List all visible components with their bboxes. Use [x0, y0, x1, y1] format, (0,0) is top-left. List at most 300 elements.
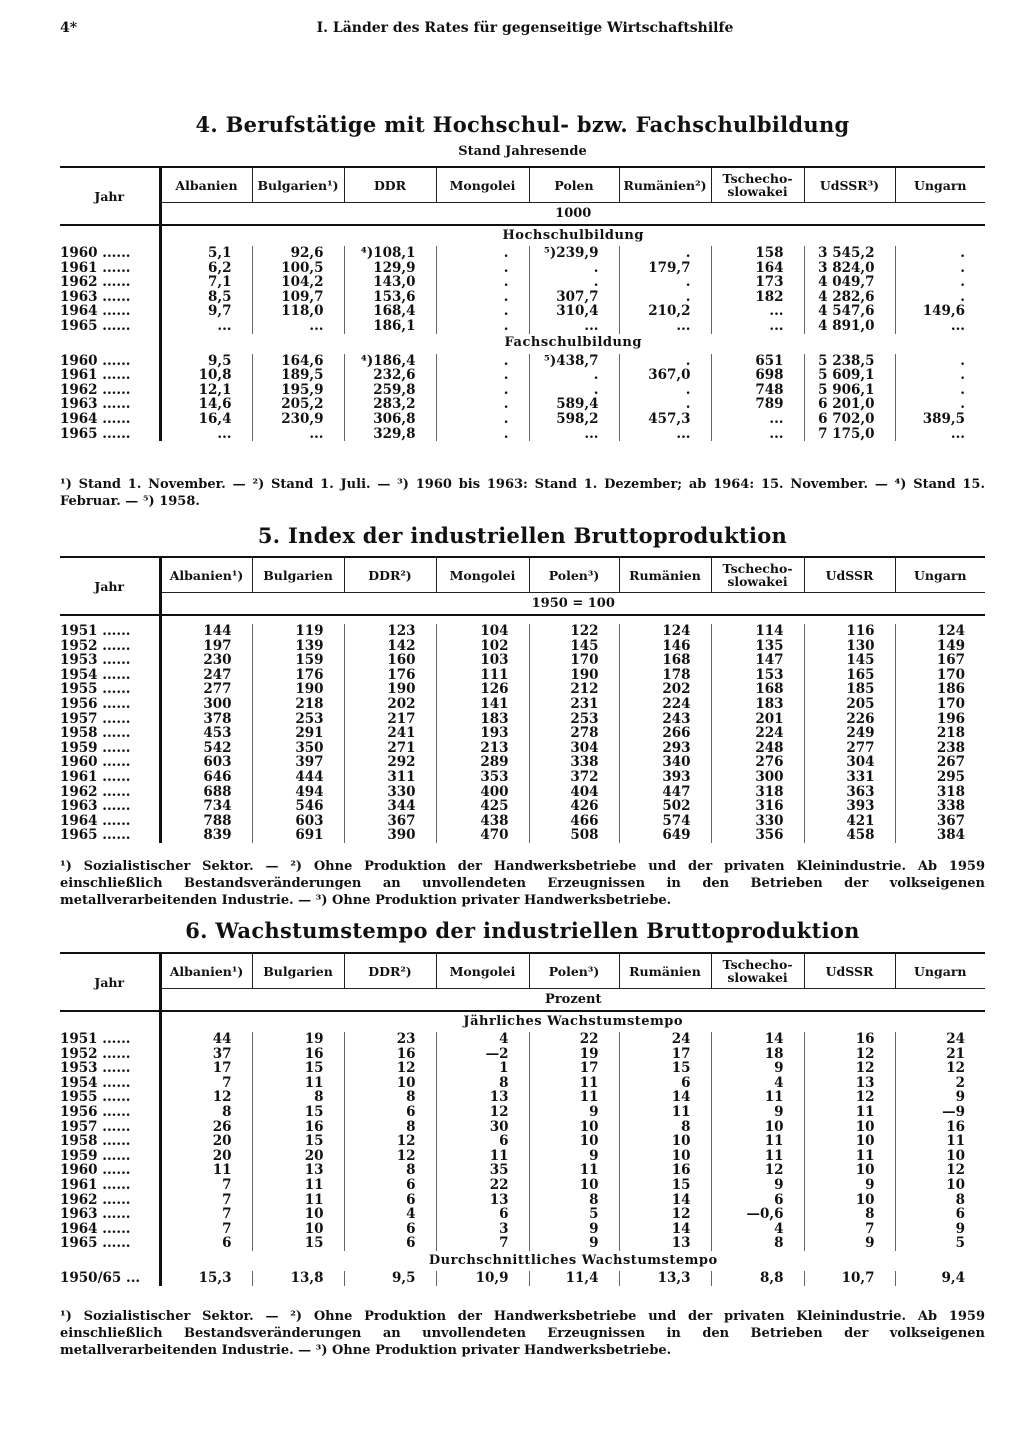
table-cell: 12	[804, 1061, 895, 1076]
table-cell: 331	[804, 770, 895, 785]
table-cell: 7	[436, 1236, 529, 1251]
table-cell: 168	[619, 653, 711, 668]
table-cell: 13	[436, 1193, 529, 1208]
col-rumaenien: Rumänien	[619, 557, 711, 593]
section-band	[60, 225, 985, 246]
table-cell: 12	[804, 1090, 895, 1105]
table-row	[60, 799, 985, 814]
table-cell: .	[895, 354, 985, 369]
table-cell: .	[436, 246, 529, 261]
row-year: 1960 ......	[60, 755, 160, 770]
table-cell: 5	[529, 1207, 619, 1222]
table-cell: 598,2	[529, 412, 619, 427]
table-cell: 15	[252, 1105, 344, 1120]
table-cell: 8,8	[711, 1271, 804, 1286]
table-cell: 458	[804, 828, 895, 843]
table-row	[60, 726, 985, 741]
table-cell: .	[895, 261, 985, 276]
table-cell: 9,4	[895, 1271, 985, 1286]
table-cell: 243	[619, 712, 711, 727]
row-year: 1958 ......	[60, 1134, 160, 1149]
table-cell: 17	[212, 1060, 232, 1077]
table-cell: 367,0	[619, 368, 711, 383]
table-row	[60, 275, 985, 290]
table-cell: 9	[895, 1222, 985, 1237]
table-cell: .	[529, 383, 619, 398]
table5-title: 5. Index der industriellen Bruttoproduktion	[257, 523, 788, 548]
table-cell: 10,7	[804, 1271, 895, 1286]
table-cell: 839	[203, 827, 232, 844]
table-cell: .	[436, 368, 529, 383]
table-cell: 16	[344, 1047, 436, 1062]
table-cell: 13,8	[252, 1271, 344, 1286]
table-cell: 201	[711, 712, 804, 727]
table-cell: 20	[252, 1149, 344, 1164]
table-row	[60, 383, 985, 398]
table-cell: 14	[619, 1090, 711, 1105]
table-cell: 130	[804, 639, 895, 654]
row-year: 1959 ......	[60, 1149, 160, 1164]
table-cell: 13	[804, 1076, 895, 1091]
table-cell: .	[436, 354, 529, 369]
row-year: 1962 ......	[60, 785, 160, 800]
table-cell: 338	[895, 799, 985, 814]
row-year: 1960 ......	[60, 1163, 160, 1178]
table-cell: 278	[529, 726, 619, 741]
band-spacer	[60, 225, 160, 246]
table-cell: .	[436, 304, 529, 319]
table-cell: 15	[619, 1061, 711, 1076]
table-cell: 11	[252, 1178, 344, 1193]
table-cell: 205	[804, 697, 895, 712]
table4-subtitle: Stand Jahresende	[458, 144, 587, 159]
table-cell: ...	[252, 319, 344, 334]
table-cell: 21	[895, 1047, 985, 1062]
band-spacer	[60, 334, 160, 354]
table-cell: 230,9	[252, 412, 344, 427]
table-cell: 146	[619, 639, 711, 654]
section-band	[60, 1251, 985, 1271]
table-cell: 9	[804, 1236, 895, 1251]
table-cell: 8	[436, 1076, 529, 1091]
table-cell: .	[436, 383, 529, 398]
table-cell: 389,5	[895, 412, 985, 427]
table-cell: 466	[529, 814, 619, 829]
table-cell: 8	[529, 1193, 619, 1208]
table-cell: ⁵)438,7	[529, 354, 619, 369]
table-cell: 26	[212, 1118, 232, 1135]
table-cell: 5 906,1	[804, 383, 895, 398]
table-cell: 153	[711, 668, 804, 683]
table-cell: 15	[252, 1134, 344, 1149]
table-cell: 384	[895, 828, 985, 843]
row-year: 1956 ......	[60, 1105, 160, 1120]
table-cell: 44	[212, 1031, 232, 1047]
table-cell: 8	[344, 1090, 436, 1105]
col-bulgarien: Bulgarien¹)	[252, 167, 344, 203]
table-cell: 10	[804, 1120, 895, 1135]
table-cell: 10	[252, 1222, 344, 1237]
col-polen: Polen³)	[529, 953, 619, 989]
table-cell: 266	[619, 726, 711, 741]
table-cell: 546	[252, 799, 344, 814]
table-row	[60, 246, 985, 261]
table-cell: 372	[529, 770, 619, 785]
row-year: 1963 ......	[60, 1207, 160, 1222]
table-cell: —0,6	[711, 1207, 804, 1222]
table-cell: 438	[436, 814, 529, 829]
table-cell: 9	[711, 1061, 804, 1076]
table-cell: 92,6	[252, 246, 344, 261]
table-row	[60, 1134, 985, 1149]
table-row	[60, 1207, 985, 1222]
row-year: 1964 ......	[60, 304, 160, 319]
table-cell: 310,4	[529, 304, 619, 319]
table-cell: 4 547,6	[804, 304, 895, 319]
table-cell: 186,1	[344, 319, 436, 334]
table-cell: 164,6	[252, 354, 344, 369]
table-cell: 16	[804, 1032, 895, 1047]
table-cell: .	[529, 368, 619, 383]
table-cell: 9	[711, 1178, 804, 1193]
band-label: Hochschulbildung	[502, 227, 644, 243]
table-cell: 11	[529, 1076, 619, 1091]
table-cell: 202	[619, 682, 711, 697]
table-cell: 218	[252, 697, 344, 712]
table-cell: 143,0	[344, 275, 436, 290]
col-rumaenien: Rumänien²)	[619, 167, 711, 203]
col-mongolei: Mongolei	[436, 557, 529, 593]
table-cell: 145	[804, 653, 895, 668]
table-cell: 24	[619, 1032, 711, 1047]
table-cell: 189,5	[252, 368, 344, 383]
row-year: 1961 ......	[60, 1178, 160, 1193]
table-cell: ...	[895, 427, 985, 442]
table-cell: 542	[203, 739, 232, 756]
table-cell: 6	[344, 1222, 436, 1237]
table-cell: 22	[529, 1032, 619, 1047]
table-cell: 190	[344, 682, 436, 697]
table-cell: 170	[529, 653, 619, 668]
table-row	[60, 1193, 985, 1208]
row-year: 1964 ......	[60, 814, 160, 829]
table-cell: ...	[217, 317, 232, 334]
table-row	[60, 1163, 985, 1178]
row-year: 1953 ......	[60, 653, 160, 668]
section-band	[60, 1011, 985, 1032]
table-cell: 176	[252, 668, 344, 683]
table-cell: 7 175,0	[804, 427, 895, 442]
table5-unit: 1950 = 100	[160, 593, 985, 616]
table-cell: .	[895, 290, 985, 305]
table-cell: 165	[804, 668, 895, 683]
table-cell: 30	[436, 1120, 529, 1135]
row-year: 1953 ......	[60, 1061, 160, 1076]
table-cell: 10	[711, 1120, 804, 1135]
table-cell: 20	[212, 1133, 232, 1150]
table-cell: 316	[711, 799, 804, 814]
table-cell: 400	[436, 785, 529, 800]
table-cell: 10,9	[436, 1271, 529, 1286]
table-cell: 142	[344, 639, 436, 654]
col-jahr: Jahr	[60, 953, 160, 1011]
row-year: 1965 ......	[60, 427, 160, 442]
table-cell: 502	[619, 799, 711, 814]
row-year: 1951 ......	[60, 1032, 160, 1047]
row-year: 1954 ......	[60, 1076, 160, 1091]
table-cell: 748	[711, 383, 804, 398]
table-cell: 249	[804, 726, 895, 741]
table-cell: 10	[895, 1149, 985, 1164]
table-cell: 12	[619, 1207, 711, 1222]
table-row	[60, 412, 985, 427]
table-cell: 574	[619, 814, 711, 829]
table-cell: 10	[804, 1193, 895, 1208]
table-cell: 7	[222, 1191, 232, 1208]
table-cell: 11	[436, 1149, 529, 1164]
table-cell: 293	[619, 741, 711, 756]
table-row	[60, 770, 985, 785]
table-cell: 4 282,6	[804, 290, 895, 305]
table-cell: 447	[619, 785, 711, 800]
table-cell: 12	[344, 1134, 436, 1149]
table-cell: 37	[212, 1045, 232, 1062]
running-header	[60, 20, 990, 42]
col-jahr: Jahr	[60, 557, 160, 615]
table-row	[60, 1061, 985, 1076]
table-cell: 426	[529, 799, 619, 814]
table-cell: 19	[529, 1047, 619, 1062]
table-cell: 4	[344, 1207, 436, 1222]
table-cell: 649	[619, 828, 711, 843]
page-number: 4*	[60, 20, 78, 36]
table-cell: 124	[619, 624, 711, 639]
table-cell: 18	[711, 1047, 804, 1062]
table-cell: 10	[252, 1207, 344, 1222]
table-cell: 205,2	[252, 397, 344, 412]
table-cell: ...	[711, 427, 804, 442]
table-row	[60, 290, 985, 305]
col-polen: Polen	[529, 167, 619, 203]
row-year: 1957 ......	[60, 712, 160, 727]
table-cell: 135	[711, 639, 804, 654]
table-cell: ⁵)239,9	[529, 246, 619, 261]
table-cell: 13	[436, 1090, 529, 1105]
table-cell: 12	[895, 1163, 985, 1178]
table-cell: 5	[895, 1236, 985, 1251]
table-cell: 404	[529, 785, 619, 800]
table-cell: 11	[252, 1193, 344, 1208]
table-cell: 170	[895, 668, 985, 683]
table-row	[60, 1271, 985, 1286]
col-ddr: DDR	[344, 167, 436, 203]
table-row	[60, 668, 985, 683]
table-cell: 168	[711, 682, 804, 697]
table-cell: .	[436, 412, 529, 427]
table-cell: 230	[203, 652, 232, 669]
table-cell: 283,2	[344, 397, 436, 412]
table-cell: 9	[711, 1105, 804, 1120]
col-tschechoslowakei: Tschecho-slowakei	[711, 953, 804, 989]
table-cell: 12	[804, 1047, 895, 1062]
row-year: 1962 ......	[60, 275, 160, 290]
table-cell: 276	[711, 755, 804, 770]
table-cell: 232,6	[344, 368, 436, 383]
table-cell: 11	[711, 1149, 804, 1164]
col-bulgarien: Bulgarien	[252, 953, 344, 989]
table-cell: 5,1	[208, 245, 232, 261]
table-cell: 7	[222, 1220, 232, 1237]
table-cell: 126	[436, 682, 529, 697]
table-row	[60, 653, 985, 668]
table-row	[60, 624, 985, 639]
table6-footnote: ¹) Sozialistischer Sektor. — ²) Ohne Produktion der Handwerksbetriebe und der privaten Kleinindustrie. Ab 1959 einschließlich Bestandsveränderungen an unvollendeten Erzeugnissen in den Betrieben der volkseigenen metallverarbeitenden Industrie. — ³) Ohne Produktion privater Handwerksbetriebe.	[60, 1309, 985, 1358]
table-cell: .	[436, 397, 529, 412]
table-cell: 9	[529, 1236, 619, 1251]
table-cell: 14	[619, 1193, 711, 1208]
table-cell: 10	[895, 1178, 985, 1193]
table-cell: 8	[895, 1193, 985, 1208]
table-cell: 19	[252, 1032, 344, 1047]
table-cell: 397	[252, 755, 344, 770]
table-cell: 109,7	[252, 290, 344, 305]
table-cell: 508	[529, 828, 619, 843]
table6-title: 6. Wachstumstempo der industriellen Bruttoproduktion	[185, 918, 860, 943]
table-cell: 14	[711, 1032, 804, 1047]
table-cell: 9	[529, 1105, 619, 1120]
col-ungarn: Ungarn	[895, 953, 985, 989]
col-udssr: UdSSR	[804, 953, 895, 989]
col-albanien: Albanien	[175, 177, 238, 193]
table-cell: 6	[344, 1236, 436, 1251]
row-year: 1961 ......	[60, 770, 160, 785]
table-cell: 190	[252, 682, 344, 697]
table-cell: 141	[436, 697, 529, 712]
table-cell: 16	[619, 1163, 711, 1178]
table-cell: 202	[344, 697, 436, 712]
table-cell: 4 049,7	[804, 275, 895, 290]
table-cell: 304	[804, 755, 895, 770]
table-cell: 6	[222, 1235, 232, 1252]
table-cell: 338	[529, 755, 619, 770]
table-cell: 589,4	[529, 397, 619, 412]
table-cell: 35	[436, 1163, 529, 1178]
table-cell: 11	[619, 1105, 711, 1120]
table-cell: 193	[436, 726, 529, 741]
row-year: 1965 ......	[60, 828, 160, 843]
table-cell: 13,3	[619, 1271, 711, 1286]
band-label: Durchschnittliches Wachstumstempo	[428, 1252, 718, 1268]
table-cell: 295	[895, 770, 985, 785]
table-cell: .	[619, 290, 711, 305]
table-cell: 603	[203, 754, 232, 771]
row-year: 1960 ......	[60, 246, 160, 261]
table-cell: 145	[529, 639, 619, 654]
table-cell: 241	[344, 726, 436, 741]
table-cell: .	[436, 261, 529, 276]
table-cell: 12	[344, 1149, 436, 1164]
table-cell: 167	[895, 653, 985, 668]
table-cell: 603	[252, 814, 344, 829]
row-year: 1958 ......	[60, 726, 160, 741]
table-cell: ⁴)186,4	[344, 354, 436, 369]
table-cell: 4	[711, 1076, 804, 1091]
table-cell: 104	[436, 624, 529, 639]
table-cell: 646	[203, 768, 232, 785]
table-cell: 10	[804, 1134, 895, 1149]
table-cell: 5 238,5	[804, 354, 895, 369]
table-cell: 170	[895, 697, 985, 712]
table-cell: 344	[344, 799, 436, 814]
table-cell: 307,7	[529, 290, 619, 305]
table-cell: 10,8	[198, 367, 232, 384]
table-cell: 7	[804, 1222, 895, 1237]
table-cell: 378	[203, 710, 232, 727]
table-cell: .	[619, 383, 711, 398]
table-row	[60, 304, 985, 319]
table-cell: 292	[344, 755, 436, 770]
table-cell: 8	[222, 1103, 232, 1120]
table-row	[60, 397, 985, 412]
row-year: 1961 ......	[60, 368, 160, 383]
table-cell: 13	[619, 1236, 711, 1251]
table-cell: 102	[436, 639, 529, 654]
table-cell: 356	[711, 828, 804, 843]
table-cell: 390	[344, 828, 436, 843]
table-cell: ⁴)108,1	[344, 246, 436, 261]
table-cell: 16,4	[198, 410, 232, 427]
table-cell: ...	[711, 319, 804, 334]
table-cell: 350	[252, 741, 344, 756]
table-cell: ...	[619, 319, 711, 334]
table-cell: 16	[252, 1047, 344, 1062]
table-cell: 238	[895, 741, 985, 756]
table-row	[60, 814, 985, 829]
table-cell: 2	[895, 1076, 985, 1091]
table-cell: 218	[895, 726, 985, 741]
table-cell: 304	[529, 741, 619, 756]
table-cell: 494	[252, 785, 344, 800]
table-row	[60, 697, 985, 712]
table-row	[60, 1120, 985, 1135]
col-tschechoslowakei: Tschecho-slowakei	[711, 557, 804, 593]
table-cell: 213	[436, 741, 529, 756]
table-cell: 3	[436, 1222, 529, 1237]
table-cell: 289	[436, 755, 529, 770]
table4	[60, 166, 985, 441]
table-cell: 149,6	[895, 304, 985, 319]
table-row	[60, 1236, 985, 1251]
table-cell: 367	[895, 814, 985, 829]
table-cell: 224	[619, 697, 711, 712]
table-cell: 139	[252, 639, 344, 654]
table-cell: 8	[619, 1120, 711, 1135]
table-cell: 149	[895, 639, 985, 654]
table-cell: 300	[711, 770, 804, 785]
table-cell: .	[895, 275, 985, 290]
table-cell: .	[619, 275, 711, 290]
row-year: 1964 ......	[60, 412, 160, 427]
table-cell: 10	[619, 1149, 711, 1164]
table-row	[60, 261, 985, 276]
table-row	[60, 828, 985, 843]
table-row	[60, 1105, 985, 1120]
table-cell: 10	[529, 1178, 619, 1193]
table-cell: 10	[529, 1120, 619, 1135]
table-row	[60, 1090, 985, 1105]
table-cell: 4	[711, 1222, 804, 1237]
table-cell: 9	[804, 1178, 895, 1193]
